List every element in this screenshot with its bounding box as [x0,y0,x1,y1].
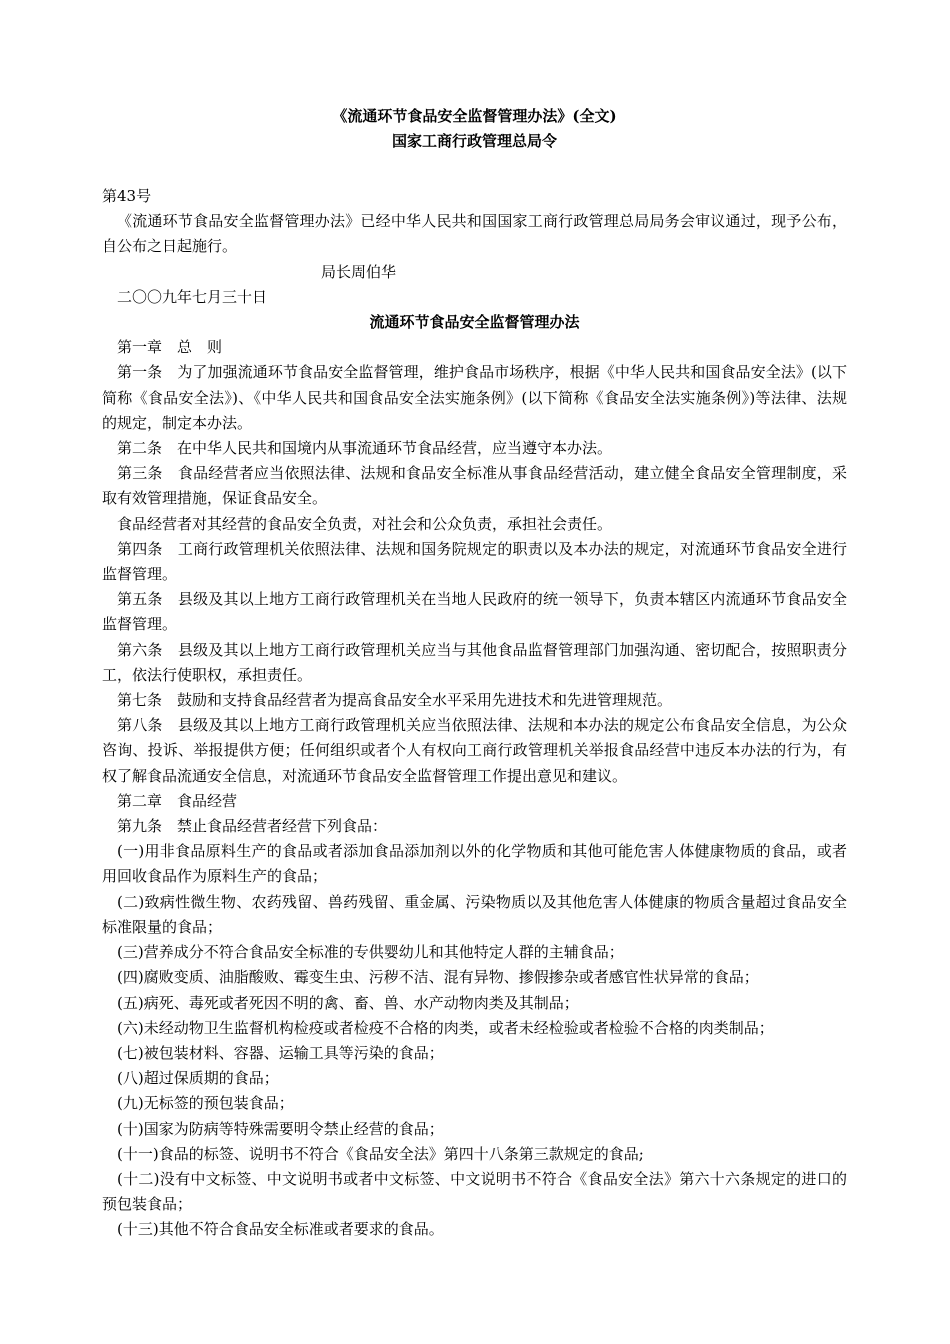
list-item: (二)致病性微生物、农药残留、兽药残留、重金属、污染物质以及其他危害人体健康的物质含量超过食品安全标准限量的食品； [102,892,847,936]
article: 第六条 县级及其以上地方工商行政管理机关应当与其他食品监督管理部门加强沟通、密切配合，按照职责分工，依法行使职权，承担责任。 [102,640,847,684]
issue-date: 二〇〇九年七月三十日 [117,287,268,306]
article-paragraph: 食品经营者对其经营的食品安全负责，对社会和公众负责，承担社会责任。 [117,514,613,533]
article: 第八条 县级及其以上地方工商行政管理机关应当依照法律、法规和本办法的规定公布食品安全信息，为公众咨询、投诉、举报提供方便；任何组织或者个人有权向工商行政管理机关举报食品经营中违反本办法的行为，有权了解食品流通安全信息，对流通环节食品安全监督管理工作提出意见和建议。 [102,716,847,785]
article: 第一条 为了加强流通环节食品安全监督管理，维护食品市场秩序，根据《中华人民共和国食品安全法》(以下简称《食品安全法》)、《中华人民共和国食品安全法实施条例》(以下简称《食品安全法实施条例》)等法律、法规的规定，制定本办法。 [102,363,847,432]
list-item: (四)腐败变质、油脂酸败、霉变生虫、污秽不洁、混有异物、掺假掺杂或者感官性状异常的食品； [117,968,759,987]
article: 第五条 县级及其以上地方工商行政管理机关在当地人民政府的统一领导下，负责本辖区内流通环节食品安全监督管理。 [102,590,847,634]
article: 第九条 禁止食品经营者经营下列食品： [117,817,388,836]
article: 第二条 在中华人民共和国境内从事流通环节食品经营，应当遵守本办法。 [117,439,613,458]
list-item: (一)用非食品原料生产的食品或者添加食品添加剂以外的化学物质和其他可能危害人体健康物质的食品，或者用回收食品作为原料生产的食品； [102,842,847,886]
list-item: (九)无标签的预包装食品； [117,1094,294,1113]
list-item: (三)营养成分不符合食品安全标准的专供婴幼儿和其他特定人群的主辅食品； [117,943,624,962]
list-item: (五)病死、毒死或者死因不明的禽、畜、兽、水产动物肉类及其制品； [117,993,579,1012]
document-page [102,98,847,1243]
list-item: (七)被包装材料、容器、运输工具等污染的食品； [117,1043,444,1062]
list-item: (八)超过保质期的食品； [117,1069,279,1088]
order-number: 第43号 [102,187,152,205]
chapter-heading: 第二章 食品经营 [117,791,238,810]
signatory: 局长周伯华 [321,262,397,281]
document-title: 《流通环节食品安全监督管理办法》(全文) [332,107,617,125]
spacer [102,154,847,184]
regulation-title: 流通环节食品安全监督管理办法 [369,313,580,332]
issuer-heading: 国家工商行政管理总局令 [391,132,557,150]
list-item: (十一)食品的标签、说明书不符合《食品安全法》第四十八条第三款规定的食品; [117,1144,644,1163]
list-item: (六)未经动物卫生监督机构检疫或者检疫不合格的肉类，或者未经检验或者检验不合格的肉类制品； [117,1018,774,1037]
article: 第三条 食品经营者应当依照法律、法规和食品安全标准从事食品经营活动，建立健全食品安全管理制度，采取有效管理措施，保证食品安全。 [102,464,847,508]
list-item: (十二)没有中文标签、中文说明书或者中文标签、中文说明书不符合《食品安全法》第六十六条规定的进口的预包装食品； [102,1169,847,1214]
article: 第七条 鼓励和支持食品经营者为提高食品安全水平采用先进技术和先进管理规范。 [117,691,673,710]
chapter-heading: 第一章 总 则 [117,338,223,357]
article: 第四条 工商行政管理机关依照法律、法规和国务院规定的职责以及本办法的规定，对流通环节食品安全进行监督管理。 [102,539,847,584]
list-item: (十三)其他不符合食品安全标准或者要求的食品。 [117,1220,444,1239]
preamble: 《流通环节食品安全监督管理办法》已经中华人民共和国国家工商行政管理总局局务会审议通过，现予公布，自公布之日起施行。 [102,212,847,256]
list-item: (十)国家为防病等特殊需要明令禁止经营的食品； [117,1119,444,1138]
